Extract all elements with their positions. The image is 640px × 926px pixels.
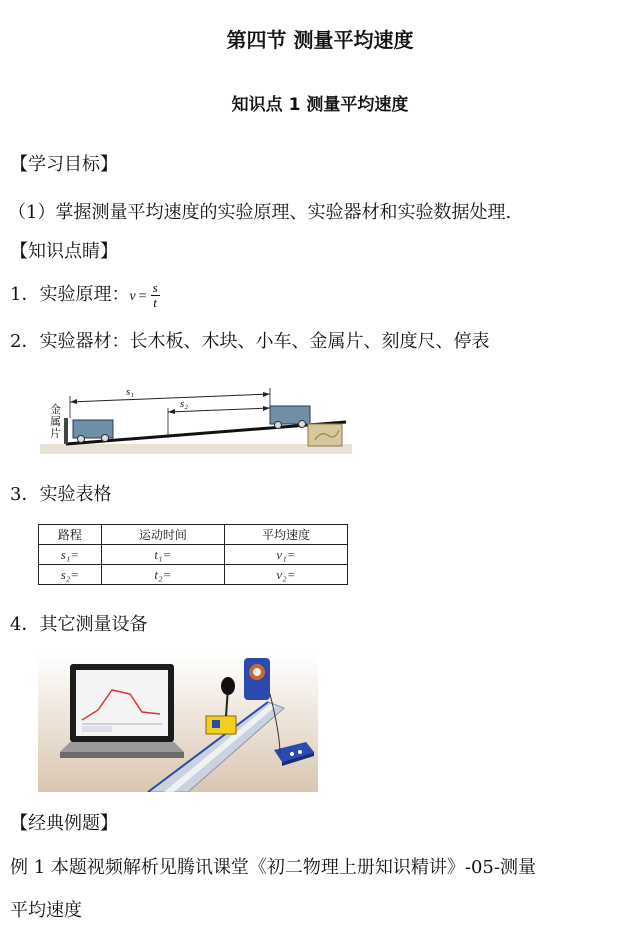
- laptop: [60, 664, 184, 758]
- col-time: 运动时间: [101, 525, 224, 545]
- equipment-line: 2．实验器材：长木板、木块、小车、金属片、刻度尺、停表: [10, 331, 490, 352]
- example-line-2: 平均速度: [10, 900, 82, 921]
- cart-bottom: [73, 420, 113, 443]
- principle-label: 1．实验原理：: [10, 284, 130, 305]
- table-head-row: [39, 525, 348, 545]
- s1-arrow: [70, 394, 270, 402]
- col-distance: 路程: [39, 525, 102, 545]
- wood-block: [308, 424, 342, 446]
- principle-line: [10, 280, 160, 310]
- formula-denominator: t: [153, 294, 157, 310]
- col-speed: 平均速度: [224, 525, 347, 545]
- table-row: s₂= t₂= v₂=: [39, 565, 348, 585]
- metal-plate: [64, 418, 68, 444]
- table-row: s₁= t₁= v₁=: [39, 545, 348, 565]
- formula-fraction: [151, 281, 160, 310]
- section-subtitle: 知识点 1 测量平均速度: [231, 95, 409, 115]
- example-line-1: 例 1 本题视频解析见腾讯课堂《初二物理上册知识精讲》-05-测量: [10, 857, 536, 878]
- s1-label: s₁: [126, 386, 135, 398]
- incline-diagram: [40, 380, 360, 458]
- s2-label: s₂: [180, 398, 189, 410]
- table-surface: [40, 444, 352, 454]
- devices-header: 4．其它测量设备: [10, 614, 148, 635]
- goal-header: 【学习目标】: [10, 154, 118, 175]
- experiment-table: [38, 524, 348, 585]
- goal-item: （1）掌握测量平均速度的实验原理、实验器材和实验数据处理.: [8, 202, 512, 223]
- formula-eq: =: [138, 289, 147, 304]
- sensor-equipment-image: [38, 654, 318, 792]
- page-title: 第四节 测量平均速度: [226, 28, 414, 52]
- metal-plate-label: 金 属 片: [50, 403, 61, 440]
- table-header: 3．实验表格: [10, 484, 112, 505]
- formula-v: v: [129, 289, 136, 304]
- examples-header: 【经典例题】: [10, 813, 118, 834]
- formula-numerator: s: [152, 279, 158, 295]
- motion-sensor: [244, 658, 270, 700]
- key-header: 【知识点睛】: [10, 241, 118, 262]
